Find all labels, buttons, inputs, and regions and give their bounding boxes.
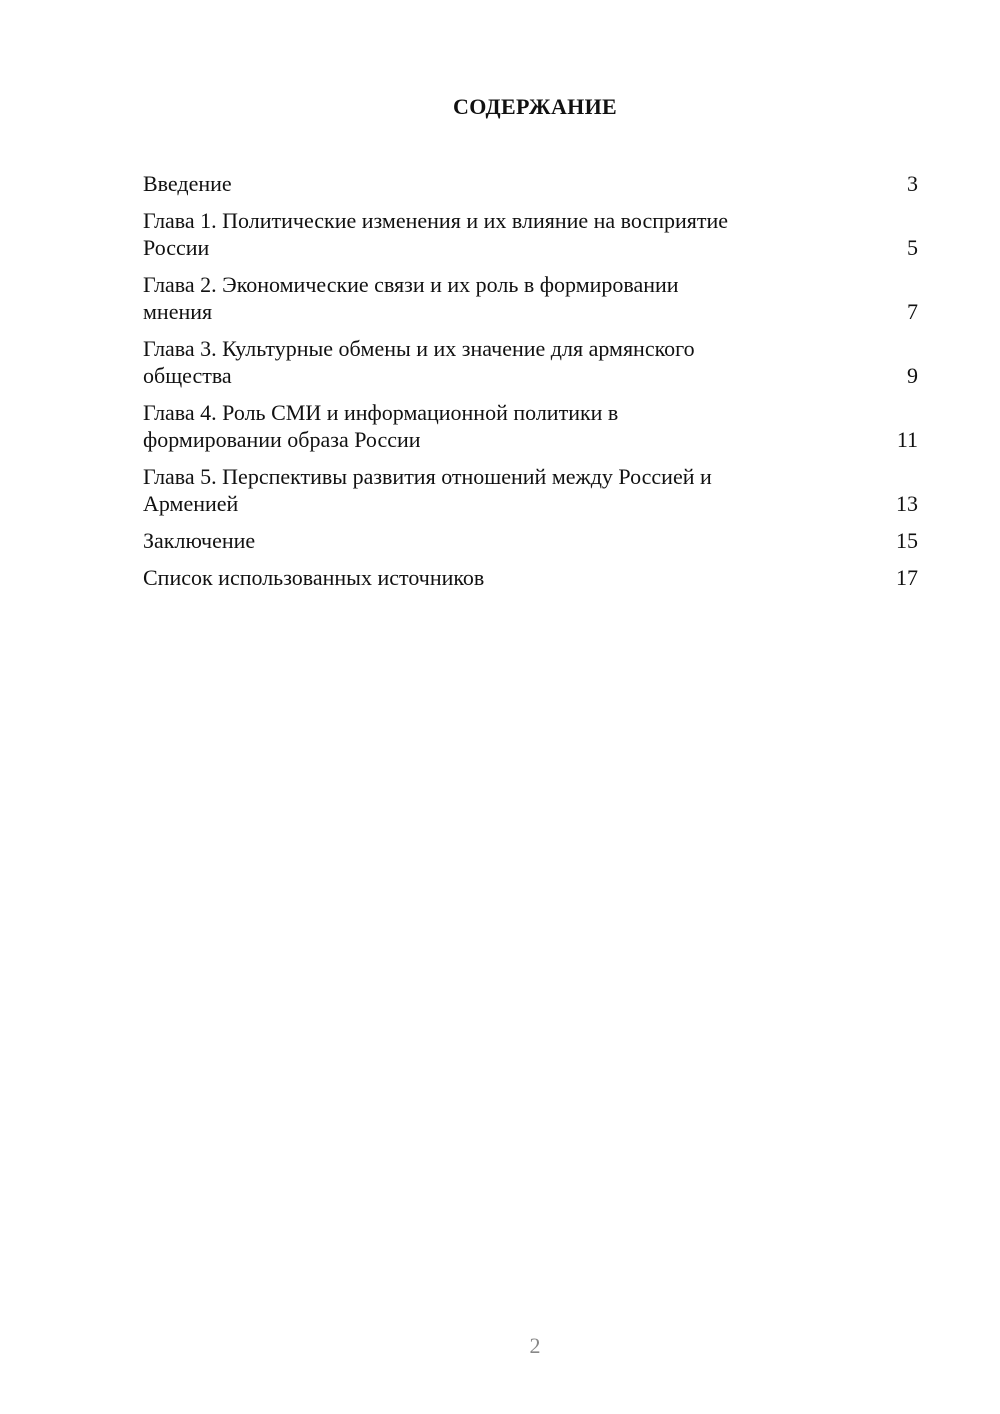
toc-entry-chapter-5 bbox=[143, 463, 918, 517]
toc-entry-line: Глава 5. Перспективы развития отношений между Россией и bbox=[143, 464, 712, 489]
toc-entry-line: общества bbox=[143, 363, 232, 388]
toc-entry-line: России bbox=[143, 235, 210, 260]
toc-entry-text bbox=[143, 527, 823, 554]
toc-page-number: 15 bbox=[896, 528, 918, 553]
toc-entry-chapter-3 bbox=[143, 335, 918, 389]
toc-entry-text bbox=[143, 207, 823, 261]
toc-entry-line: Глава 3. Культурные обмены и их значение для армянского bbox=[143, 336, 695, 361]
toc-page-number: 13 bbox=[896, 491, 918, 516]
toc-page-number: 11 bbox=[896, 427, 918, 452]
toc-entry-line: Список использованных источников bbox=[143, 565, 485, 590]
toc-entry-chapter-4 bbox=[143, 399, 918, 453]
toc-entry-line: Глава 4. Роль СМИ и информационной политики в bbox=[143, 400, 619, 425]
toc-page-number: 17 bbox=[896, 565, 918, 590]
toc-entry-references bbox=[143, 564, 918, 591]
toc-entry-chapter-2 bbox=[143, 271, 918, 325]
toc-entry-text bbox=[143, 335, 823, 389]
toc-entry-line: формировании образа России bbox=[143, 427, 421, 452]
toc-page-number: 3 bbox=[907, 171, 918, 196]
toc-entry-text bbox=[143, 463, 823, 517]
table-of-contents bbox=[143, 170, 918, 601]
toc-page-number: 5 bbox=[907, 235, 918, 260]
toc-page-number: 7 bbox=[907, 299, 918, 324]
toc-entry-text bbox=[143, 170, 823, 197]
toc-entry-line: Заключение bbox=[143, 528, 256, 553]
toc-entry-introduction bbox=[143, 170, 918, 197]
toc-entry-text bbox=[143, 564, 823, 591]
toc-entry-line: Арменией bbox=[143, 491, 239, 516]
page-number: 2 bbox=[529, 1333, 541, 1358]
toc-entry-text bbox=[143, 271, 823, 325]
toc-entry-text bbox=[143, 399, 823, 453]
toc-entry-line: мнения bbox=[143, 299, 213, 324]
toc-entry-line: Глава 1. Политические изменения и их влияние на восприятие bbox=[143, 208, 729, 233]
toc-entry-line: Глава 2. Экономические связи и их роль в формировании bbox=[143, 272, 679, 297]
toc-entry-conclusion bbox=[143, 527, 918, 554]
page-title: СОДЕРЖАНИЕ bbox=[453, 94, 617, 119]
toc-page-number: 9 bbox=[907, 363, 918, 388]
toc-entry-line: Введение bbox=[143, 171, 232, 196]
toc-entry-chapter-1 bbox=[143, 207, 918, 261]
